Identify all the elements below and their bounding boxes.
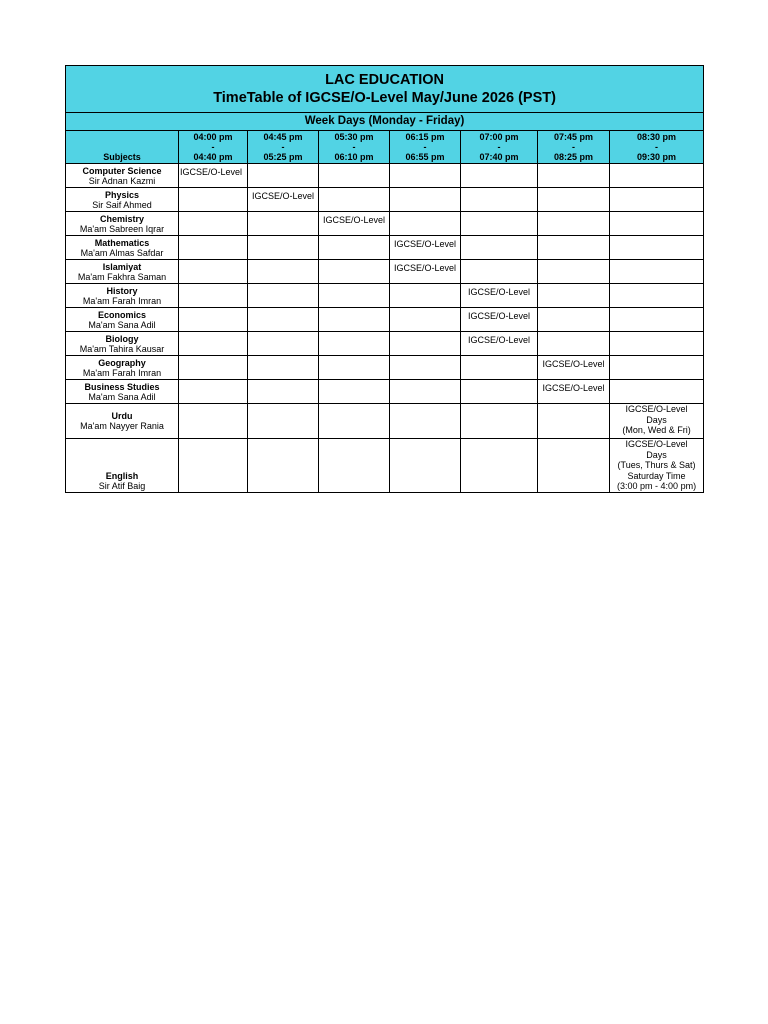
teacher-name: Ma'am Farah Imran: [82, 295, 162, 306]
time-slot-header: [179, 131, 248, 164]
slot-text: (3:00 pm - 4:00 pm): [617, 481, 697, 491]
slot-text: IGCSE/O-Level: [625, 404, 688, 414]
slot-cell: [248, 308, 319, 332]
slot-cell: [538, 308, 610, 332]
slot-cell: [538, 260, 610, 284]
teacher-name: Sir Saif Ahmed: [92, 199, 152, 210]
slot-cell: [248, 212, 319, 236]
slot-cell: [610, 260, 704, 284]
subject-cell: [66, 380, 179, 404]
slot-cell: [319, 188, 390, 212]
slot-cell: [461, 260, 538, 284]
slot-cell: [461, 380, 538, 404]
subject-name: Geography: [98, 357, 146, 368]
subjects-header: Subjects: [66, 131, 179, 164]
time-slot-sep: -: [497, 142, 501, 152]
slot-cell: IGCSE/O-Level: [179, 164, 248, 188]
slot-cell: IGCSE/O-Level: [248, 188, 319, 212]
slot-cell: [390, 356, 461, 380]
slot-cell: [610, 356, 704, 380]
slot-cell: [461, 212, 538, 236]
slot-cell: [610, 164, 704, 188]
teacher-name: Sir Atif Baig: [98, 481, 146, 491]
time-slot-end: 04:40 pm: [193, 152, 233, 162]
slot-cell: [319, 308, 390, 332]
time-slot-header: [390, 131, 461, 164]
slot-cell: [390, 212, 461, 236]
slot-text: (Mon, Wed & Fri): [622, 425, 691, 435]
slot-cell: [538, 164, 610, 188]
time-slot-start: 05:30 pm: [334, 132, 374, 142]
slot-cell: [390, 380, 461, 404]
time-slot-header: [610, 131, 704, 164]
slot-cell: [538, 404, 610, 439]
slot-cell: [390, 284, 461, 308]
slot-cell: [538, 332, 610, 356]
subject-cell: [66, 439, 179, 493]
subject-cell: [66, 260, 179, 284]
slot-cell: [179, 308, 248, 332]
time-slot-start: 07:45 pm: [553, 132, 594, 142]
slot-cell: [319, 284, 390, 308]
subject-name: Business Studies: [84, 381, 160, 392]
slot-cell: [610, 212, 704, 236]
time-slot-end: 07:40 pm: [479, 152, 519, 162]
table-row-urdu: [66, 404, 704, 439]
time-slot-sep: -: [211, 142, 215, 152]
time-slot-start: 06:15 pm: [405, 132, 445, 142]
slot-cell: [248, 356, 319, 380]
slot-cell: [179, 188, 248, 212]
table-row: [66, 236, 704, 260]
slot-cell: IGCSE/O-Level: [461, 284, 538, 308]
teacher-name: Ma'am Tahira Kausar: [79, 343, 165, 354]
slot-cell: [319, 332, 390, 356]
slot-text: Days: [646, 449, 667, 460]
subject-cell: [66, 332, 179, 356]
slot-cell: [390, 439, 461, 493]
slot-cell: IGCSE/O-Level: [461, 308, 538, 332]
teacher-name: Ma'am Sana Adil: [88, 391, 156, 402]
timetable: [65, 65, 704, 493]
table-row: [66, 356, 704, 380]
subject-cell: [66, 284, 179, 308]
slot-cell: [390, 404, 461, 439]
slot-cell: [390, 308, 461, 332]
subject-cell: [66, 188, 179, 212]
subject-name: Islamiyat: [102, 261, 142, 272]
subject-name: Chemistry: [99, 213, 144, 224]
table-row-english: [66, 439, 704, 493]
slot-cell: [179, 212, 248, 236]
slot-cell: [538, 212, 610, 236]
slot-cell: [461, 439, 538, 493]
slot-cell: [248, 439, 319, 493]
subject-cell: [66, 308, 179, 332]
slot-cell: [390, 188, 461, 212]
time-slot-end: 05:25 pm: [263, 152, 303, 162]
slot-cell: IGCSE/O-Level: [390, 236, 461, 260]
slot-cell: IGCSE/O-Level: [538, 356, 610, 380]
slot-cell: IGCSE/O-Level: [319, 212, 390, 236]
subject-cell: [66, 164, 179, 188]
time-slot-sep: -: [281, 142, 285, 152]
slot-cell: [179, 260, 248, 284]
time-slot-sep: -: [655, 142, 659, 152]
slot-cell: [248, 332, 319, 356]
subject-name: English: [105, 471, 139, 481]
week-days-banner: Week Days (Monday - Friday): [66, 113, 704, 131]
table-row: [66, 332, 704, 356]
table-row: [66, 380, 704, 404]
time-slot-end: 06:55 pm: [405, 152, 445, 162]
slot-cell: [248, 164, 319, 188]
time-slot-end: 08:25 pm: [553, 152, 594, 162]
slot-cell: [610, 439, 704, 493]
subject-name: History: [106, 285, 138, 296]
subject-cell: [66, 404, 179, 439]
time-slot-header: [538, 131, 610, 164]
slot-cell: [319, 164, 390, 188]
slot-cell: [390, 332, 461, 356]
slot-cell: [461, 404, 538, 439]
slot-cell: [248, 260, 319, 284]
slot-cell: [461, 356, 538, 380]
table-row: [66, 260, 704, 284]
slot-cell: [538, 439, 610, 493]
time-slot-start: 04:45 pm: [263, 132, 303, 142]
subject-name: Mathematics: [94, 237, 150, 248]
teacher-name: Ma'am Sana Adil: [88, 319, 156, 330]
title-block: [66, 66, 704, 113]
slot-cell: [179, 332, 248, 356]
teacher-name: Ma'am Farah Imran: [82, 367, 162, 378]
table-row: [66, 164, 704, 188]
time-slot-header: [248, 131, 319, 164]
slot-cell: IGCSE/O-Level: [461, 332, 538, 356]
slot-cell: [461, 188, 538, 212]
header-row: [66, 131, 704, 164]
slot-cell: [319, 236, 390, 260]
time-slot-end: 09:30 pm: [637, 152, 677, 162]
subject-name: Computer Science: [82, 165, 162, 176]
table-row: [66, 308, 704, 332]
slot-cell: [610, 332, 704, 356]
time-slot-sep: -: [572, 142, 575, 152]
table-row: [66, 188, 704, 212]
subject-cell: [66, 356, 179, 380]
subject-name: Economics: [97, 309, 146, 320]
slot-cell: [179, 439, 248, 493]
slot-text: (Tues, Thurs & Sat): [617, 460, 696, 470]
slot-cell: [248, 380, 319, 404]
slot-text: Days: [646, 414, 667, 425]
time-slot-start: 08:30 pm: [637, 132, 677, 142]
time-slot-sep: -: [423, 142, 427, 152]
time-slot-start: 07:00 pm: [479, 132, 519, 142]
slot-cell: [319, 404, 390, 439]
slot-cell: [319, 439, 390, 493]
org-title: LAC EDUCATION: [325, 71, 445, 88]
teacher-name: Ma'am Almas Safdar: [80, 247, 164, 258]
timetable-sheet: [65, 65, 703, 493]
slot-cell: [390, 164, 461, 188]
slot-cell: IGCSE/O-Level: [538, 380, 610, 404]
slot-text: Saturday Time: [627, 470, 686, 481]
time-slot-header: [319, 131, 390, 164]
teacher-name: Sir Adnan Kazmi: [88, 175, 156, 186]
slot-text: IGCSE/O-Level: [625, 439, 688, 449]
time-slot-end: 06:10 pm: [334, 152, 374, 162]
slot-cell: [610, 308, 704, 332]
timetable-title: TimeTable of IGCSE/O-Level May/June 2026 (PST): [213, 89, 556, 106]
subject-cell: [66, 212, 179, 236]
slot-cell: [179, 404, 248, 439]
slot-cell: [179, 284, 248, 308]
slot-cell: [610, 380, 704, 404]
slot-cell: [248, 404, 319, 439]
slot-cell: [248, 236, 319, 260]
table-row: [66, 284, 704, 308]
subject-name: Urdu: [111, 411, 133, 421]
slot-cell: [610, 236, 704, 260]
slot-cell: [538, 236, 610, 260]
time-slot-start: 04:00 pm: [193, 132, 233, 142]
teacher-name: Ma'am Sabreen Iqrar: [79, 223, 165, 234]
teacher-name: Ma'am Fakhra Saman: [77, 271, 167, 282]
slot-cell: [538, 188, 610, 212]
slot-cell: [179, 236, 248, 260]
subject-name: Physics: [104, 189, 140, 200]
slot-cell: [461, 164, 538, 188]
subject-name: Biology: [105, 333, 139, 344]
slot-cell: [538, 284, 610, 308]
slot-cell: [179, 380, 248, 404]
time-slot-sep: -: [352, 142, 356, 152]
slot-cell: [319, 260, 390, 284]
slot-cell: [461, 236, 538, 260]
teacher-name: Ma'am Nayyer Rania: [80, 421, 164, 431]
table-row: [66, 212, 704, 236]
slot-cell: IGCSE/O-Level: [390, 260, 461, 284]
slot-cell: [610, 284, 704, 308]
subject-cell: [66, 236, 179, 260]
slot-cell: [319, 380, 390, 404]
slot-cell: [610, 404, 704, 439]
slot-cell: [610, 188, 704, 212]
slot-cell: [319, 356, 390, 380]
slot-cell: [179, 356, 248, 380]
slot-cell: [248, 284, 319, 308]
time-slot-header: [461, 131, 538, 164]
